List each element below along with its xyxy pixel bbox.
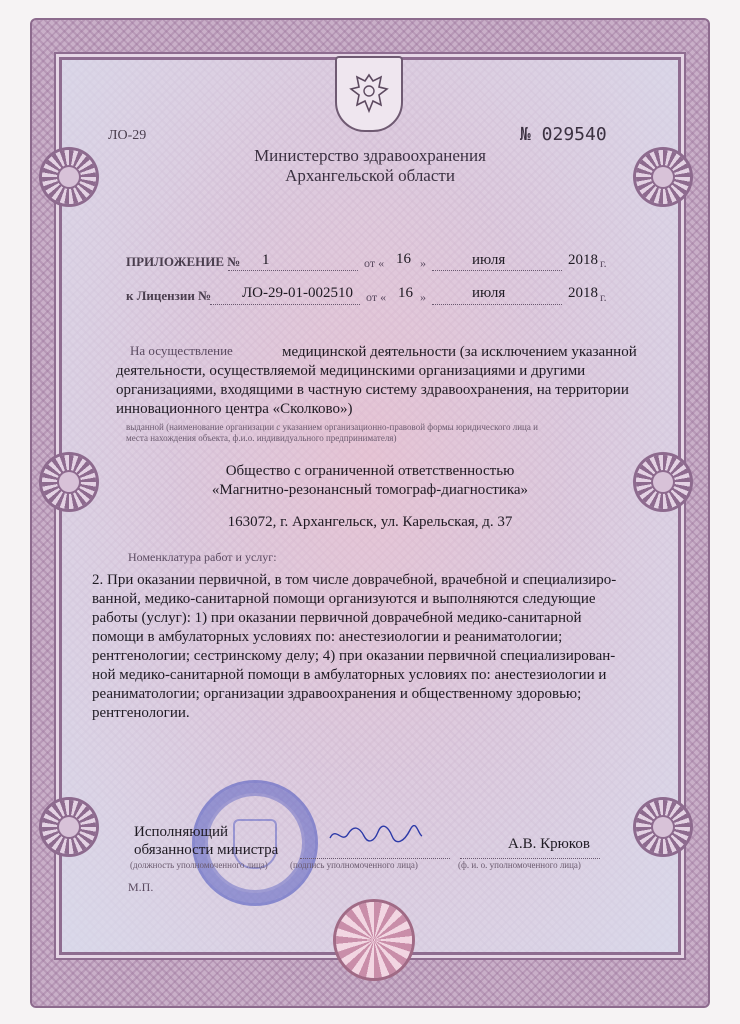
appendix-month: июля: [472, 252, 506, 268]
appendix-label: ПРИЛОЖЕНИЕ №: [126, 254, 241, 269]
seal-place-label: М.П.: [128, 880, 154, 894]
activity-label: На осуществление: [130, 343, 233, 358]
appendix-year: 2018: [568, 252, 598, 268]
organization-name: «Магнитно-резонансный томограф-диагностика»: [211, 482, 529, 498]
rosette-ornament: [636, 800, 690, 854]
appendix-day: 16: [396, 251, 411, 267]
works-line: 2. При оказании первичной, в том числе доврачебной, врачебной и специализиро-: [92, 572, 617, 588]
works-line: ной медико-санитарной помощи в амбулаторных условиях по: анестезиологии и: [92, 667, 607, 683]
year-suffix: г.: [600, 290, 607, 304]
coat-of-arms-icon: [335, 56, 403, 132]
rosette-ornament: [636, 150, 690, 204]
license-number: ЛО-29-01-002510: [242, 285, 353, 301]
date-from-label: от «: [366, 290, 387, 304]
date-quote: »: [420, 256, 426, 270]
signature-hint: (подпись уполномоченного лица): [290, 860, 418, 870]
activity-line: медицинской деятельности (за исключением указанной: [282, 344, 637, 360]
signer-position: Исполняющий: [134, 824, 229, 840]
fill-line: [432, 304, 562, 305]
signature-image: [326, 818, 426, 852]
works-line: рентгенологии.: [92, 705, 190, 721]
activity-description: [116, 343, 637, 419]
form-number: № 029540: [520, 124, 607, 145]
issued-hint: места нахождения объекта, ф.и.о. индивидуального предпринимателя): [126, 433, 397, 443]
activity-line: инновационного центра «Сколково»): [116, 401, 353, 417]
fill-line: [432, 270, 562, 271]
organization-address: 163072, г. Архангельск, ул. Карельская, д. 37: [227, 514, 513, 530]
works-line: рентгенологии; сестринскому делу; 4) при оказании первичной специализирован-: [92, 648, 616, 664]
signer-position: обязанности министра: [134, 842, 279, 858]
works-line: ванной, медико-санитарной помощи организуются и выполняются следующие: [92, 591, 596, 607]
appendix-number: 1: [262, 252, 270, 268]
license-day: 16: [398, 285, 413, 301]
flower-ornament: [336, 902, 412, 978]
rosette-ornament: [42, 455, 96, 509]
rosette-ornament: [636, 455, 690, 509]
license-label: к Лицензии №: [126, 288, 212, 303]
fill-line: [300, 858, 450, 859]
activity-line: деятельности, осуществляемой медицинскими организациями и другими: [116, 363, 586, 379]
license-month: июля: [472, 285, 506, 301]
works-line: реаниматологии; организации здравоохранения и общественному здоровью;: [92, 686, 582, 702]
fill-line: [210, 304, 360, 305]
works-list: [92, 571, 632, 723]
position-hint: (должность уполномоченного лица): [130, 860, 268, 870]
issued-hint: выданной (наименование организации с указанием организационно-правовой формы юридического лица и: [126, 422, 538, 432]
works-line: помощи в амбулаторных условиях по: анестезиологии и реаниматологии;: [92, 629, 563, 645]
organization-name: Общество с ограниченной ответственностью: [225, 463, 515, 479]
rosette-ornament: [42, 800, 96, 854]
issuer-title: [200, 146, 540, 186]
fill-line: [460, 858, 600, 859]
fill-line: [228, 270, 358, 271]
works-line: работы (услуг): 1) при оказании первичной доврачебной медико-санитарной: [92, 610, 582, 626]
works-label: Номенклатура работ и услуг:: [128, 550, 277, 564]
issuer-line: Министерство здравоохранения: [254, 146, 486, 165]
year-suffix: г.: [600, 256, 607, 270]
name-hint: (ф. и. о. уполномоченного лица): [458, 860, 581, 870]
license-year: 2018: [568, 285, 598, 301]
activity-line: организациями, входящими в частную систему здравоохранения, на территории: [116, 382, 629, 398]
signer-name: А.В. Крюков: [508, 836, 590, 852]
date-from-label: от «: [364, 256, 385, 270]
form-series: ЛО-29: [108, 128, 147, 143]
rosette-ornament: [42, 150, 96, 204]
date-quote: »: [420, 290, 426, 304]
issuer-line: Архангельской области: [285, 166, 455, 185]
